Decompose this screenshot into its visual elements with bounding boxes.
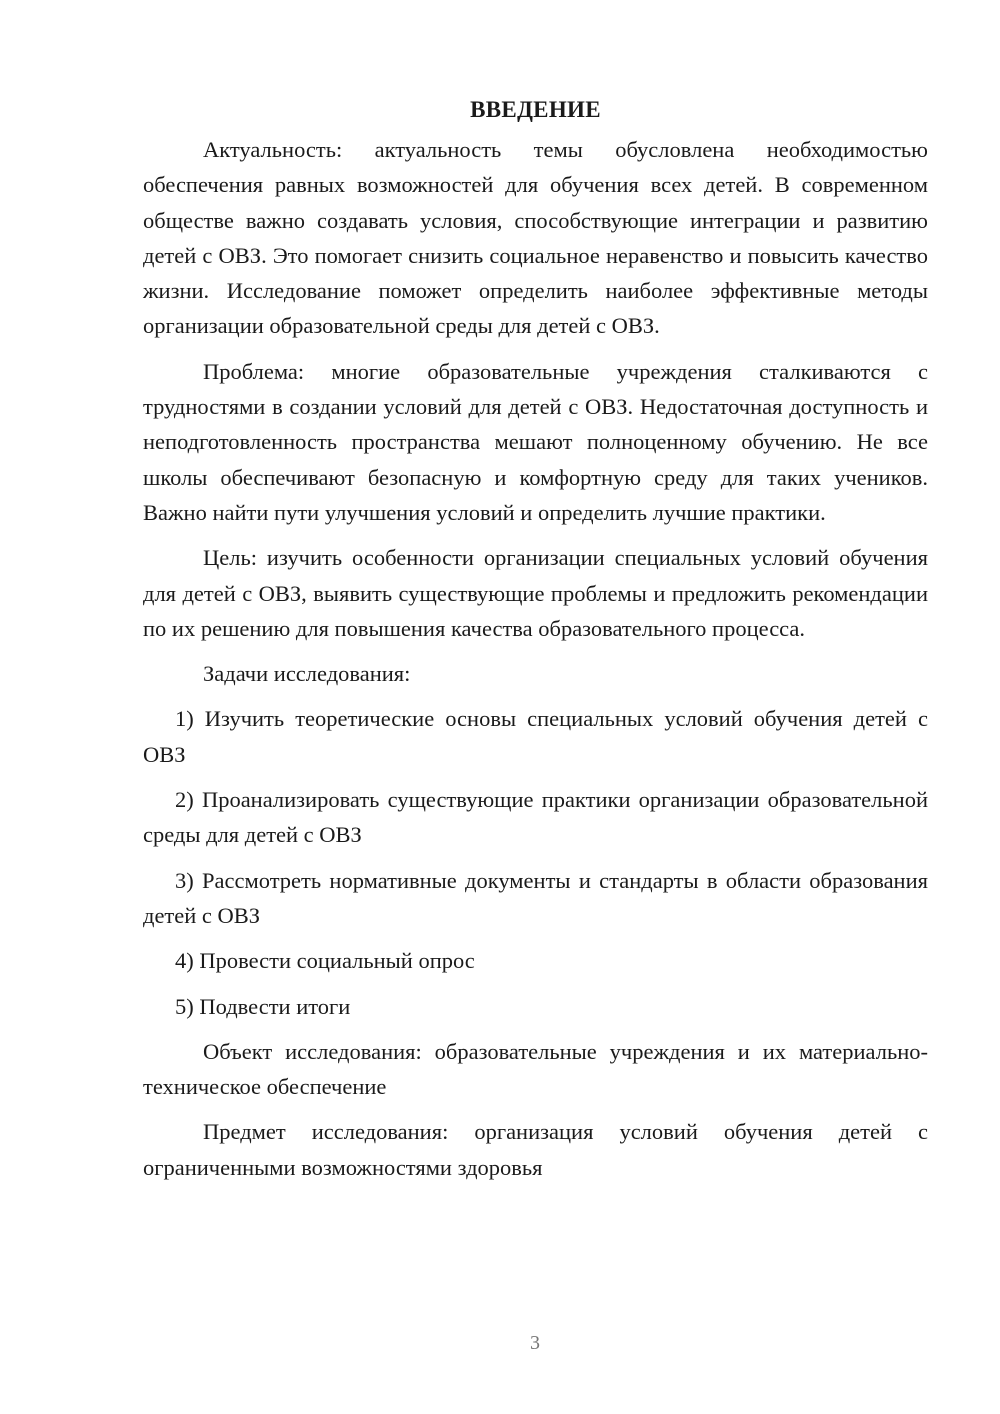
task-item: 5) Подвести итоги [175,993,351,1019]
subject-paragraph: Предмет исследования: организация условий обучения детей с ограниченными возможностями здоровья [143,1119,928,1180]
page-number: 3 [530,1332,540,1354]
task-item: 4) Провести социальный опрос [175,948,475,974]
tasks-heading: Задачи исследования: [203,661,411,687]
task-item: 3) Рассмотреть нормативные документы и стандарты в области образования детей с ОВЗ [143,867,928,928]
problem-paragraph: Проблема: многие образовательные учреждения сталкиваются с трудностями в создании условий для детей с ОВЗ. Недостаточная доступность и неподготовленность пространства мешают полноценному обучению. Не все школы обеспечивают безопасную и комфортную среду для таких учеников. Важно найти пути улучшения условий и определить лучшие практики. [143,358,928,525]
goal-paragraph: Цель: изучить особенности организации специальных условий обучения для детей с ОВЗ, выявить существующие проблемы и предложить рекомендации по их решению для повышения качества образовательного процесса. [143,545,928,641]
relevance-paragraph: Актуальность: актуальность темы обусловлена необходимостью обеспечения равных возможностей для обучения всех детей. В современном обществе важно создавать условия, способствующие интеграции и развитию детей с ОВЗ. Это помогает снизить социальное неравенство и повысить качество жизни. Исследование поможет определить наиболее эффективные методы организации образовательной среды для детей с ОВЗ. [143,137,928,339]
task-item: 2) Проанализировать существующие практики организации образовательной среды для детей с ОВЗ [143,787,928,848]
section-title: ВВЕДЕНИЕ [470,97,601,122]
document-page [143,92,928,1195]
task-item: 1) Изучить теоретические основы специальных условий обучения детей с ОВЗ [143,706,928,767]
object-paragraph: Объект исследования: образовательные учреждения и их материально-техническое обеспечение [143,1038,928,1100]
